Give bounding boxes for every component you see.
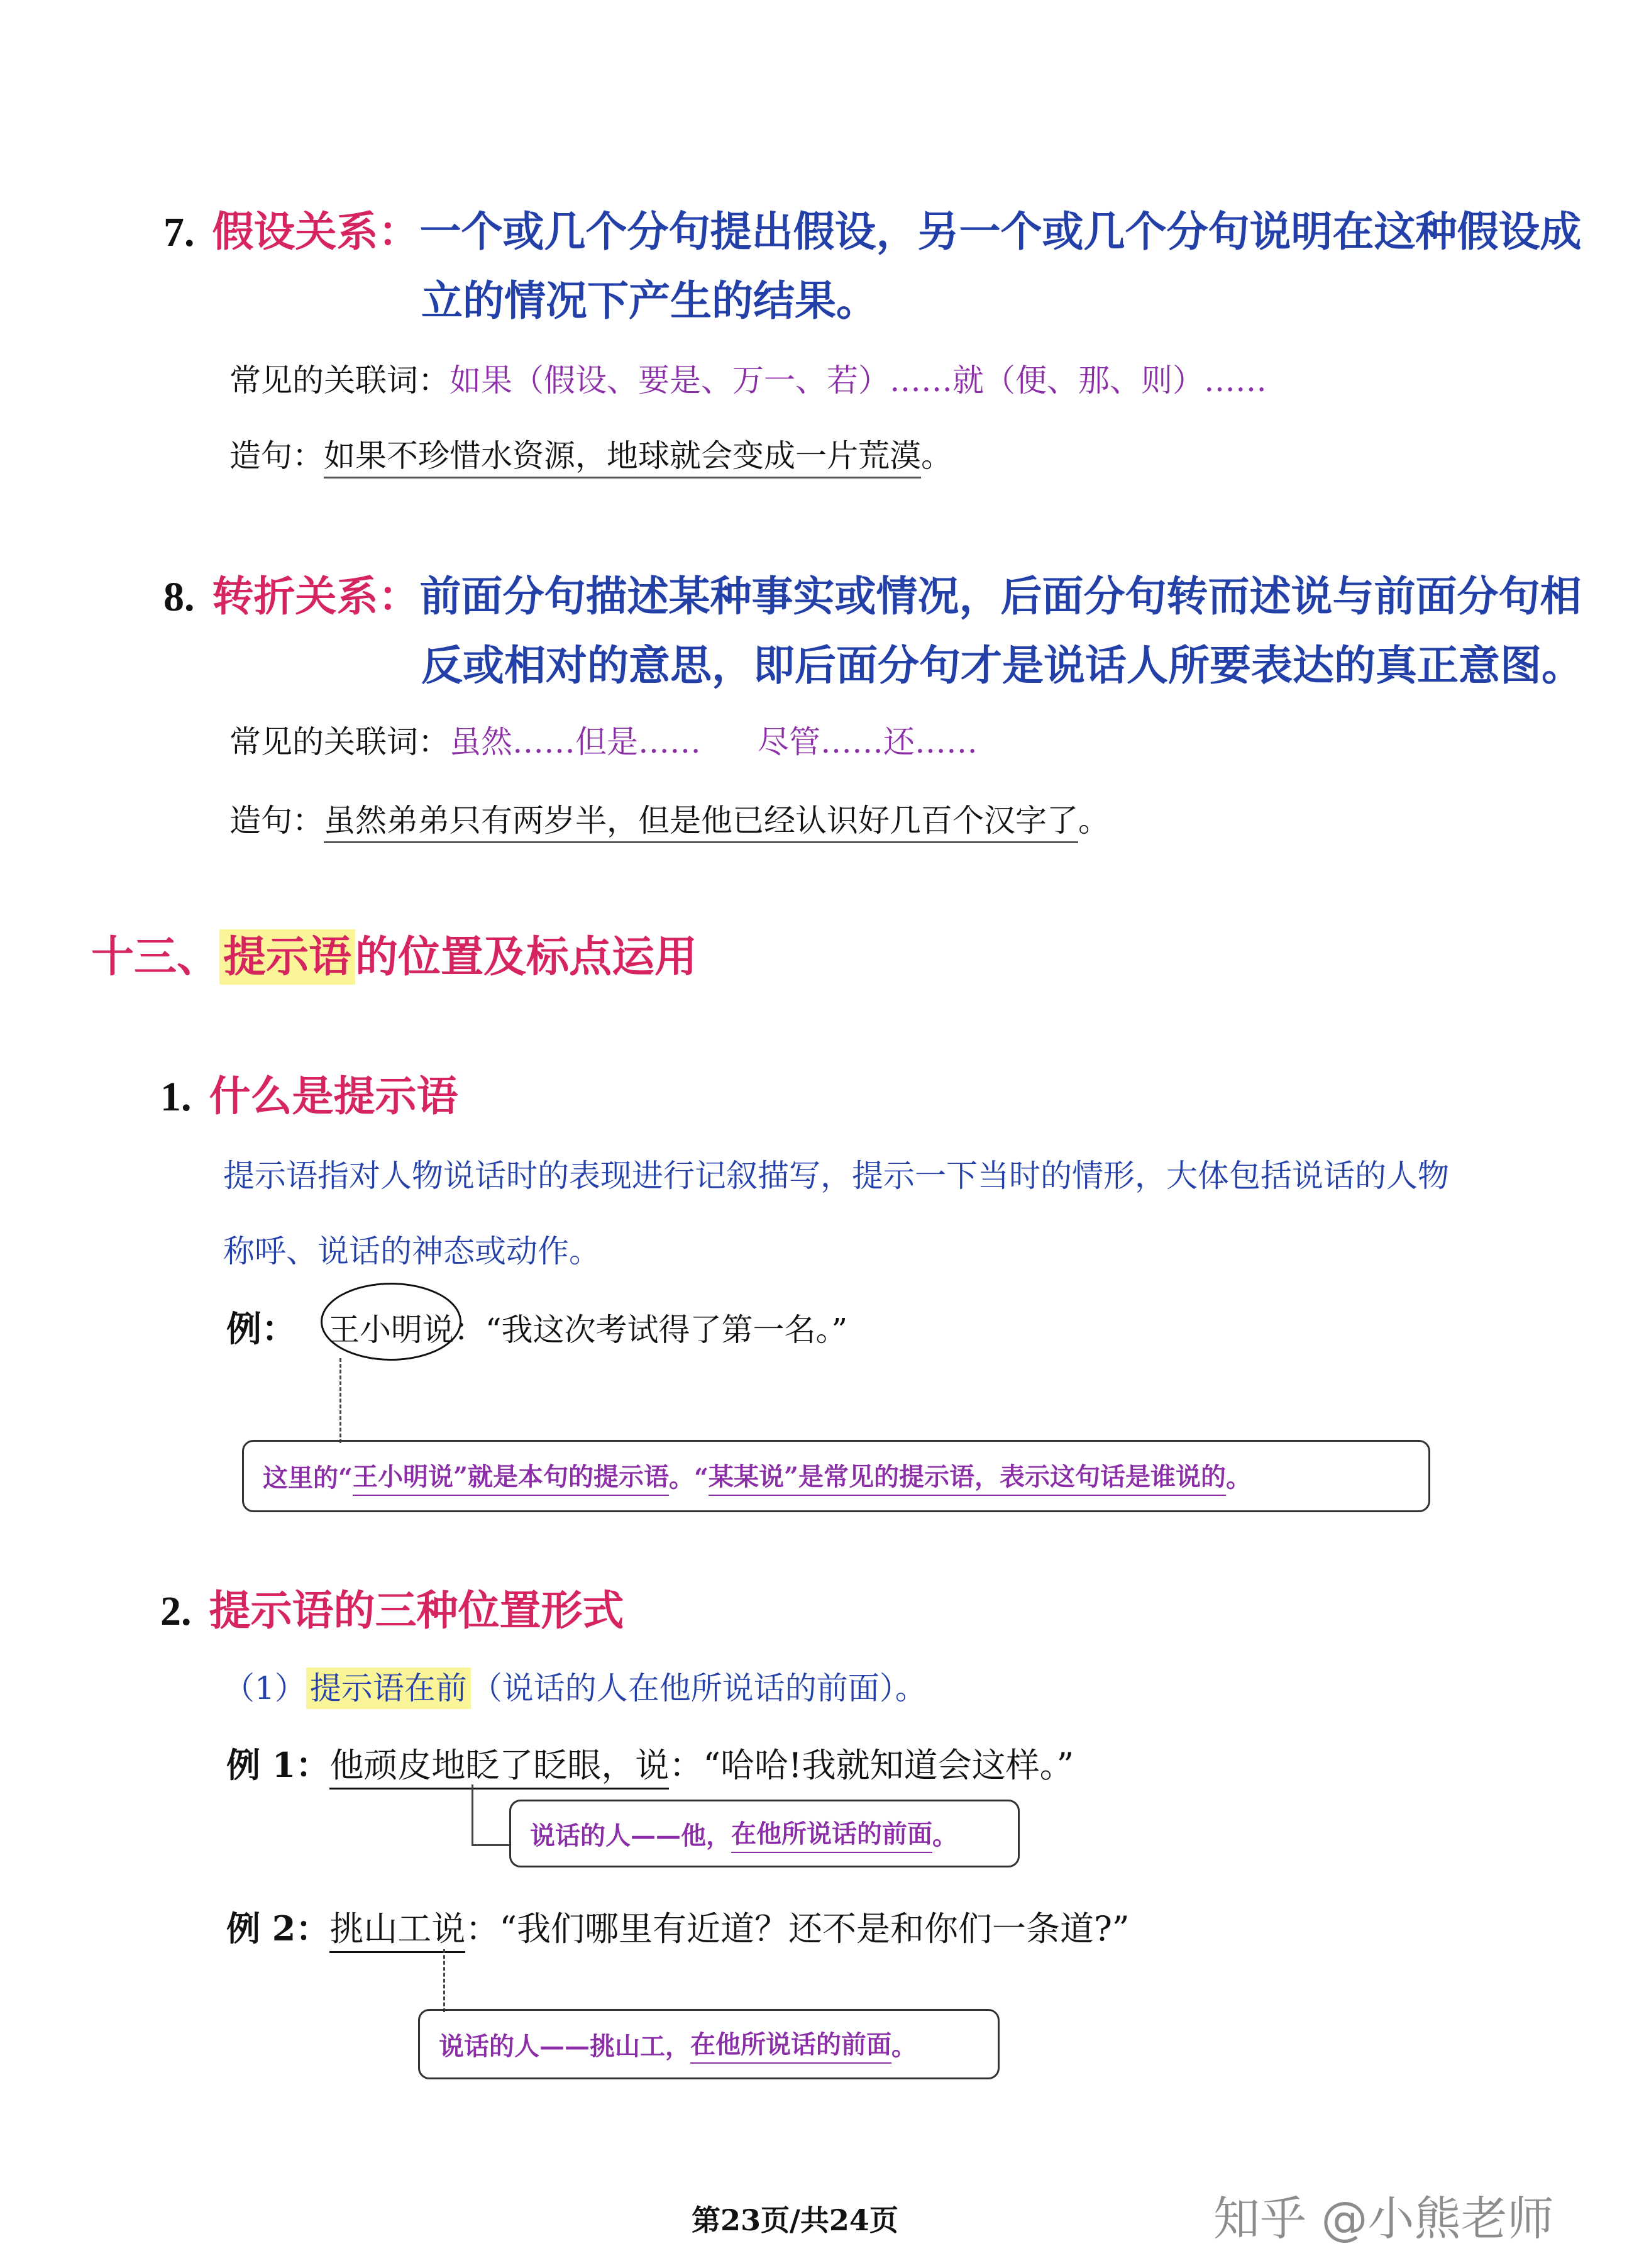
item7-example-end: 。 (921, 438, 952, 474)
item7-term: 假设关系： (212, 207, 420, 256)
item7-number: 7. (163, 209, 195, 255)
ex1-note-text-c: 。 (932, 1820, 957, 1850)
item8-number: 8. (163, 574, 195, 620)
item7-conj-label: 常见的关联词： (229, 362, 450, 399)
section13-prefix: 十三、 (91, 932, 220, 982)
sub2-case1 (223, 1663, 927, 1708)
ex1-note-text-b: 在他所说话的前面 (731, 1814, 932, 1853)
item7-example (229, 431, 952, 476)
sub1-example-circled: 王小明说 (328, 1312, 454, 1348)
ex1-connector-vertical (472, 1784, 473, 1844)
item7-definition-line1: 一个或几个分句提出假设，另一个或几个分句说明在这种假设成 (419, 207, 1582, 256)
sub1-title: 什么是提示语 (209, 1071, 458, 1120)
page-number: 第23页/共24页 (692, 2203, 898, 2237)
sub1-note-text-f: ”是常见的提示语，表示这句话是谁说的 (784, 1457, 1226, 1496)
section13-highlight: 提示语 (219, 929, 355, 985)
sub2-case1-prefix: （1） (223, 1670, 306, 1707)
connector-line (339, 1358, 341, 1443)
ex2-note-text-c: 。 (891, 2031, 917, 2061)
item8-conj-label: 常见的关联词： (229, 724, 450, 760)
sub1-example (328, 1305, 847, 1350)
item7-definition-line2: 立的情况下产生的结果。 (421, 276, 878, 325)
sub2-ex1-note-box (509, 1800, 1020, 1867)
sub1-note-text-e: 某某说 (709, 1457, 784, 1496)
sub2-ex2-label: 例 2： (226, 1908, 330, 1949)
item8-conj-value1: 虽然……但是…… (450, 724, 701, 760)
sub1-desc-line1: 提示语指对人物说话时的表现进行记叙描写，提示一下当时的情形，大体包括说话的人物 (223, 1158, 1449, 1194)
item7-example-sentence: 如果不珍惜水资源，地球就会变成一片荒漠 (324, 438, 921, 478)
sub2-case1-highlight: 提示语在前 (306, 1668, 471, 1709)
sub1-note-text-a: 这里的“ (263, 1463, 353, 1493)
sub2-ex2 (226, 1902, 1130, 1950)
section13-title (91, 923, 697, 984)
item7-conjunctions (229, 355, 1267, 401)
item7-example-label: 造句： (229, 438, 324, 474)
item7-heading (163, 198, 1582, 258)
item8-definition-line1: 前面分句描述某种事实或情况，后面分句转而述说与前面分句相 (419, 572, 1582, 621)
sub2-number: 2. (160, 1588, 192, 1634)
sub2-ex2-note-box (418, 2009, 1000, 2079)
sub2-heading (160, 1577, 624, 1637)
sub2-ex1 (226, 1739, 1074, 1787)
sub2-title: 提示语的三种位置形式 (209, 1586, 624, 1635)
sub1-number: 1. (160, 1074, 192, 1120)
ex1-connector-horizontal (472, 1844, 510, 1846)
sub2-ex1-underlined: 他顽皮地眨了眨眼，说 (329, 1745, 669, 1790)
sub1-note-text-d: 。“ (669, 1463, 709, 1493)
sub1-note-box (242, 1440, 1430, 1512)
item8-conj-value2: 尽管……还…… (758, 724, 978, 760)
sub1-example-label: 例： (226, 1308, 297, 1350)
sub1-note-text-g: 。 (1226, 1463, 1252, 1493)
sub1-example-rest: ：“我这次考试得了第一名。” (454, 1312, 848, 1348)
sub2-ex1-label: 例 1： (226, 1745, 330, 1785)
sub1-heading (160, 1063, 458, 1122)
sub1-note-text-c: ”就是本句的提示语 (453, 1457, 669, 1496)
item8-example (229, 795, 1110, 841)
item8-example-label: 造句： (229, 802, 324, 839)
sub2-case1-rest: （说话的人在他所说话的前面）。 (470, 1670, 927, 1707)
sub2-ex2-underlined: 挑山工说 (329, 1909, 465, 1953)
sub1-desc-line2: 称呼、说话的神态或动作。 (223, 1233, 600, 1270)
item8-definition-line2: 反或相对的意思，即后面分句才是说话人所要表达的真正意图。 (421, 641, 1583, 690)
sub2-ex2-rest: ：“我们哪里有近道？还不是和你们一条道?” (465, 1909, 1130, 1949)
item7-conj-value: 如果（假设、要是、万一、若）……就（便、那、则）…… (450, 362, 1267, 399)
item8-conjunctions (229, 717, 978, 762)
ex2-connector-line (443, 1949, 445, 2012)
sub1-note-text-b: 王小明说 (353, 1457, 453, 1496)
ex1-note-text-a: 说话的人——他， (530, 1820, 731, 1850)
ex2-note-text-b: 在他所说话的前面 (690, 2025, 891, 2064)
ex2-note-text-a: 说话的人——挑山工， (439, 2031, 690, 2061)
item8-term: 转折关系： (212, 572, 420, 621)
item8-example-end: 。 (1078, 802, 1110, 839)
item8-example-sentence: 虽然弟弟只有两岁半，但是他已经认识好几百个汉字了 (324, 802, 1078, 843)
sub2-ex1-rest: ：“哈哈!我就知道会这样。” (669, 1745, 1074, 1785)
section13-rest: 的位置及标点运用 (355, 932, 698, 982)
item8-heading (163, 563, 1582, 622)
watermark: 知乎 @小熊老师 (1213, 2192, 1554, 2246)
